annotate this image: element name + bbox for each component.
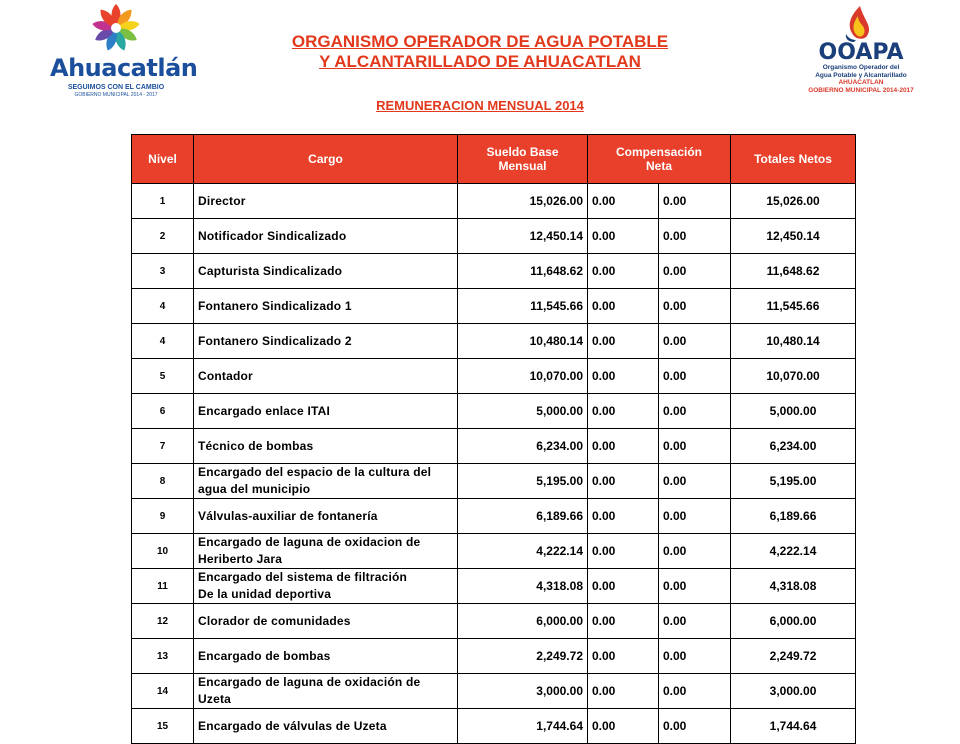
cargo-line-2: Heriberto Jara <box>198 552 283 566</box>
table-row <box>132 674 856 709</box>
cell-cargo <box>194 324 458 359</box>
cell-cargo <box>194 674 458 709</box>
cell-compensacion-b: 0.00 <box>659 254 731 289</box>
table-row <box>132 219 856 254</box>
cell-nivel: 5 <box>132 359 194 394</box>
cell-nivel: 7 <box>132 429 194 464</box>
cell-sueldo: 6,234.00 <box>458 429 588 464</box>
title-line-1: ORGANISMO OPERADOR DE AGUA POTABLE <box>291 32 669 51</box>
cell-total: 12,450.14 <box>731 219 856 254</box>
table-header-row <box>132 135 856 184</box>
table-row <box>132 604 856 639</box>
ooapa-line-4: GOBIERNO MUNICIPAL 2014-2017 <box>808 86 914 94</box>
cell-total: 2,249.72 <box>731 639 856 674</box>
header-compensacion <box>588 135 731 184</box>
ooapa-line-2: Agua Potable y Alcantarillado <box>815 71 907 79</box>
cell-nivel: 8 <box>132 464 194 499</box>
header-sueldo <box>458 135 588 184</box>
cell-nivel: 11 <box>132 569 194 604</box>
cargo-line-1: Encargado de bombas <box>198 648 331 663</box>
table-row <box>132 254 856 289</box>
cell-sueldo: 1,744.64 <box>458 709 588 744</box>
cell-cargo <box>194 289 458 324</box>
cell-compensacion-b: 0.00 <box>659 219 731 254</box>
cell-sueldo: 11,545.66 <box>458 289 588 324</box>
cell-nivel: 1 <box>132 184 194 219</box>
table-row <box>132 709 856 744</box>
cargo-line-1: Capturista Sindicalizado <box>198 263 343 278</box>
cargo-line-1: Técnico de bombas <box>198 438 314 453</box>
page-title <box>230 32 730 72</box>
cell-total: 6,234.00 <box>731 429 856 464</box>
header-nivel: Nivel <box>132 135 194 184</box>
table-row <box>132 534 856 569</box>
cell-compensacion-b: 0.00 <box>659 709 731 744</box>
cell-nivel: 10 <box>132 534 194 569</box>
cell-compensacion-a: 0.00 <box>588 639 659 674</box>
ooapa-subtitle <box>800 64 922 94</box>
header-totales: Totales Netos <box>731 135 856 184</box>
cell-cargo <box>194 359 458 394</box>
cell-cargo <box>194 569 458 604</box>
cell-nivel: 4 <box>132 289 194 324</box>
cell-cargo <box>194 184 458 219</box>
cell-sueldo: 5,195.00 <box>458 464 588 499</box>
page-subtitle: REMUNERACION MENSUAL 2014 <box>376 98 584 113</box>
cell-nivel: 2 <box>132 219 194 254</box>
cell-total: 4,318.08 <box>731 569 856 604</box>
cell-nivel: 12 <box>132 604 194 639</box>
header-cargo: Cargo <box>194 135 458 184</box>
cell-compensacion-b: 0.00 <box>659 359 731 394</box>
cell-compensacion-b: 0.00 <box>659 324 731 359</box>
cell-sueldo: 6,189.66 <box>458 499 588 534</box>
cell-cargo <box>194 219 458 254</box>
cell-total: 4,222.14 <box>731 534 856 569</box>
ahuacatlan-wordmark: Ahuacatlán <box>50 54 198 82</box>
cargo-line-1: Válvulas-auxiliar de fontanería <box>198 508 378 523</box>
table-row <box>132 184 856 219</box>
cell-compensacion-b: 0.00 <box>659 604 731 639</box>
header-compensacion-line-1: Compensación <box>616 145 703 159</box>
cell-cargo <box>194 429 458 464</box>
table-row <box>132 429 856 464</box>
cell-sueldo: 4,222.14 <box>458 534 588 569</box>
remuneration-table <box>131 134 856 744</box>
cell-sueldo: 12,450.14 <box>458 219 588 254</box>
cargo-line-1: Encargado de laguna de oxidacion de <box>198 535 421 549</box>
table-row <box>132 569 856 604</box>
cargo-line-1: Notificador Sindicalizado <box>198 228 347 243</box>
cell-nivel: 6 <box>132 394 194 429</box>
cell-compensacion-b: 0.00 <box>659 639 731 674</box>
title-line-2: Y ALCANTARILLADO DE AHUACATLAN <box>319 52 641 71</box>
cell-compensacion-a: 0.00 <box>588 709 659 744</box>
cargo-line-2: De la unidad deportiva <box>198 587 332 601</box>
cell-cargo <box>194 639 458 674</box>
table-row <box>132 324 856 359</box>
cargo-line-2: agua del municipio <box>198 482 311 496</box>
header-compensacion-line-2: Neta <box>646 159 673 173</box>
cell-compensacion-b: 0.00 <box>659 499 731 534</box>
header-sueldo-line-2: Mensual <box>498 159 547 173</box>
cell-cargo <box>194 254 458 289</box>
cell-compensacion-b: 0.00 <box>659 429 731 464</box>
cell-compensacion-a: 0.00 <box>588 429 659 464</box>
header-sueldo-line-1: Sueldo Base <box>486 145 559 159</box>
cell-cargo <box>194 464 458 499</box>
cell-compensacion-a: 0.00 <box>588 464 659 499</box>
cell-sueldo: 10,480.14 <box>458 324 588 359</box>
cell-total: 1,744.64 <box>731 709 856 744</box>
cell-total: 6,189.66 <box>731 499 856 534</box>
cell-nivel: 3 <box>132 254 194 289</box>
cell-compensacion-b: 0.00 <box>659 674 731 709</box>
table-row <box>132 499 856 534</box>
cell-cargo <box>194 534 458 569</box>
cell-compensacion-b: 0.00 <box>659 394 731 429</box>
cell-sueldo: 10,070.00 <box>458 359 588 394</box>
cell-compensacion-b: 0.00 <box>659 534 731 569</box>
cell-compensacion-a: 0.00 <box>588 219 659 254</box>
cell-cargo <box>194 394 458 429</box>
cell-nivel: 4 <box>132 324 194 359</box>
cell-compensacion-b: 0.00 <box>659 184 731 219</box>
cell-compensacion-a: 0.00 <box>588 569 659 604</box>
ahuacatlan-government-period: GOBIERNO MUNICIPAL 2014 - 2017 <box>74 92 158 98</box>
cell-compensacion-a: 0.00 <box>588 534 659 569</box>
cell-total: 11,648.62 <box>731 254 856 289</box>
cargo-line-1: Encargado de laguna de oxidación de <box>198 675 421 689</box>
ooapa-line-3: AHUACATLAN <box>838 79 884 86</box>
cell-compensacion-a: 0.00 <box>588 184 659 219</box>
cell-compensacion-a: 0.00 <box>588 394 659 429</box>
cell-nivel: 13 <box>132 639 194 674</box>
ooapa-wordmark: OOAPA <box>818 40 904 65</box>
cargo-line-1: Clorador de comunidades <box>198 613 351 628</box>
cargo-line-1: Encargado del sistema de filtración <box>198 570 408 584</box>
cargo-line-1: Fontanero Sindicalizado 2 <box>198 333 352 348</box>
cell-nivel: 9 <box>132 499 194 534</box>
cell-cargo <box>194 709 458 744</box>
cell-cargo <box>194 604 458 639</box>
cell-sueldo: 11,648.62 <box>458 254 588 289</box>
cell-compensacion-b: 0.00 <box>659 464 731 499</box>
cell-nivel: 14 <box>132 674 194 709</box>
cell-compensacion-a: 0.00 <box>588 499 659 534</box>
cargo-line-1: Contador <box>198 368 253 383</box>
cell-cargo <box>194 499 458 534</box>
cell-compensacion-a: 0.00 <box>588 604 659 639</box>
cell-nivel: 15 <box>132 709 194 744</box>
ooapa-line-1: Organismo Operador del <box>822 64 900 71</box>
cell-compensacion-b: 0.00 <box>659 289 731 324</box>
cargo-line-1: Director <box>198 193 246 208</box>
cell-total: 11,545.66 <box>731 289 856 324</box>
table-row <box>132 639 856 674</box>
table-row <box>132 359 856 394</box>
cell-sueldo: 6,000.00 <box>458 604 588 639</box>
cell-compensacion-a: 0.00 <box>588 289 659 324</box>
cell-total: 10,480.14 <box>731 324 856 359</box>
cell-sueldo: 5,000.00 <box>458 394 588 429</box>
cell-sueldo: 4,318.08 <box>458 569 588 604</box>
cell-total: 5,195.00 <box>731 464 856 499</box>
table-row <box>132 464 856 499</box>
cell-compensacion-a: 0.00 <box>588 254 659 289</box>
table-row <box>132 289 856 324</box>
cargo-line-1: Fontanero Sindicalizado 1 <box>198 298 352 313</box>
cell-sueldo: 15,026.00 <box>458 184 588 219</box>
cargo-line-1: Encargado del espacio de la cultura del <box>198 465 432 479</box>
cell-sueldo: 2,249.72 <box>458 639 588 674</box>
cell-total: 10,070.00 <box>731 359 856 394</box>
cargo-line-2: Uzeta <box>198 692 232 706</box>
cell-compensacion-b: 0.00 <box>659 569 731 604</box>
ahuacatlan-tagline: SEGUIMOS CON EL CAMBIO <box>67 84 165 91</box>
cell-compensacion-a: 0.00 <box>588 324 659 359</box>
cell-total: 6,000.00 <box>731 604 856 639</box>
cell-compensacion-a: 0.00 <box>588 674 659 709</box>
cell-compensacion-a: 0.00 <box>588 359 659 394</box>
cell-sueldo: 3,000.00 <box>458 674 588 709</box>
cell-total: 3,000.00 <box>731 674 856 709</box>
cargo-line-1: Encargado de válvulas de Uzeta <box>198 718 387 733</box>
table-row <box>132 394 856 429</box>
cell-total: 5,000.00 <box>731 394 856 429</box>
cargo-line-1: Encargado enlace ITAI <box>198 403 331 418</box>
cell-total: 15,026.00 <box>731 184 856 219</box>
